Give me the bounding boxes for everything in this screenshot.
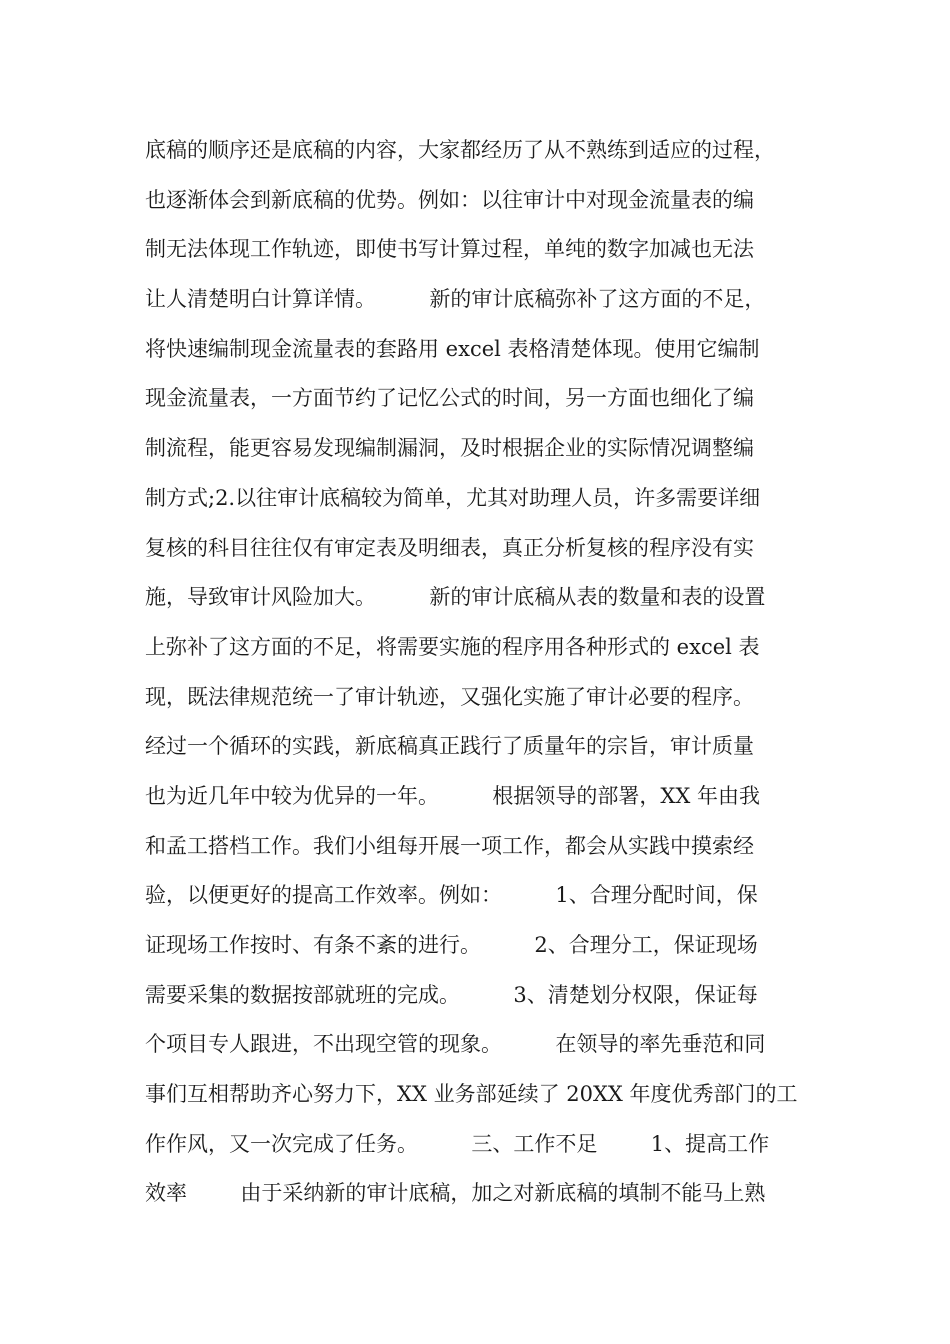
text-line: 底稿的顺序还是底稿的内容，大家都经历了从不熟练到适应的过程， bbox=[145, 138, 775, 162]
text-line: 制流程，能更容易发现编制漏洞，及时根据企业的实际情况调整编 bbox=[145, 436, 754, 461]
text-line: 需要采集的数据按部就班的完成。 3、清楚划分权限，保证每 bbox=[145, 982, 758, 1007]
text-line: 上弥补了这方面的不足，将需要实施的程序用各种形式的 excel 表 bbox=[145, 634, 760, 659]
text-line: 也为近几年中较为优异的一年。 根据领导的部署，XX 年由我 bbox=[145, 783, 760, 808]
text-line: 证现场工作按时、有条不紊的进行。 2、合理分工，保证现场 bbox=[145, 933, 758, 957]
text-line: 施，导致审计风险加大。 新的审计底稿从表的数量和表的设置 bbox=[145, 585, 766, 610]
text-line: 将快速编制现金流量表的套路用 excel 表格清楚体现。使用它编制 bbox=[145, 336, 760, 361]
text-line: 个项目专人跟进，不出现空管的现象。 在领导的率先垂范和同 bbox=[145, 1032, 766, 1057]
document-body bbox=[145, 126, 815, 1219]
text-line: 现金流量表，一方面节约了记忆公式的时间，另一方面也细化了编 bbox=[145, 386, 754, 411]
text-line: 和孟工搭档工作。我们小组每开展一项工作，都会从实践中摸索经 bbox=[145, 833, 754, 858]
text-line: 作作风，又一次完成了任务。 三、工作不足 1、提高工作 bbox=[145, 1131, 770, 1156]
text-line: 效率 由于采纳新的审计底稿，加之对新底稿的填制不能马上熟 bbox=[145, 1181, 766, 1206]
text-line: 经过一个循环的实践，新底稿真正践行了质量年的宗旨，审计质量 bbox=[145, 734, 754, 759]
text-line: 现，既法律规范统一了审计轨迹，又强化实施了审计必要的程序。 bbox=[145, 684, 754, 709]
text-line: 让人清楚明白计算详情。 新的审计底稿弥补了这方面的不足， bbox=[145, 287, 766, 312]
text-line: 制无法体现工作轨迹，即使书写计算过程，单纯的数字加减也无法 bbox=[145, 237, 754, 262]
text-line: 事们互相帮助齐心努力下，XX 业务部延续了 20XX 年度优秀部门的工 bbox=[145, 1082, 798, 1107]
text-line: 制方式;2.以往审计底稿较为简单，尤其对助理人员，许多需要详细 bbox=[145, 485, 761, 510]
text-line: 也逐渐体会到新底稿的优势。例如：以往审计中对现金流量表的编 bbox=[145, 187, 754, 212]
text-line: 复核的科目往往仅有审定表及明细表，真正分析复核的程序没有实 bbox=[145, 535, 754, 560]
text-line: 验，以便更好的提高工作效率。例如： 1、合理分配时间，保 bbox=[145, 883, 758, 908]
